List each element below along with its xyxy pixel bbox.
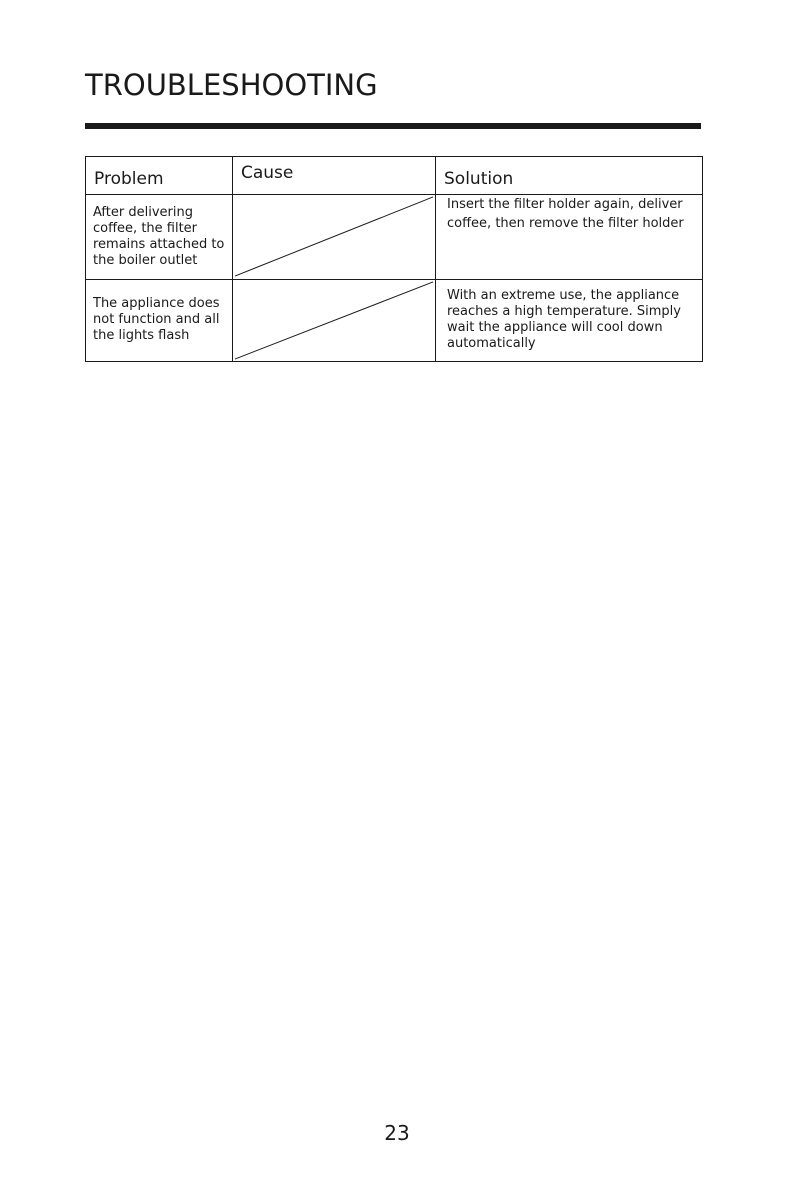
solution-cell: With an extreme use, the appliance reaches a high temperature. Simply wait the appliance will cool down automatically [436, 280, 703, 362]
page-title: TROUBLESHOOTING [85, 68, 378, 102]
table-header-row [86, 157, 703, 195]
title-divider [85, 123, 701, 129]
troubleshooting-table [85, 156, 703, 362]
diagonal-strike [233, 280, 435, 361]
cause-cell-empty [233, 280, 436, 362]
problem-cell: After delivering coffee, the filter remains attached to the boiler outlet [86, 195, 233, 280]
page-number: 23 [384, 1121, 410, 1145]
header-problem: Problem [86, 157, 233, 195]
solution-cell: Insert the filter holder again, deliver coffee, then remove the filter holder [436, 195, 703, 280]
diagonal-strike [233, 195, 435, 279]
cause-cell-empty [233, 195, 436, 280]
table-row [86, 280, 703, 362]
header-solution: Solution [436, 157, 703, 195]
table-row [86, 195, 703, 280]
header-cause: Cause [233, 157, 436, 195]
problem-cell: The appliance does not function and all the lights flash [86, 280, 233, 362]
